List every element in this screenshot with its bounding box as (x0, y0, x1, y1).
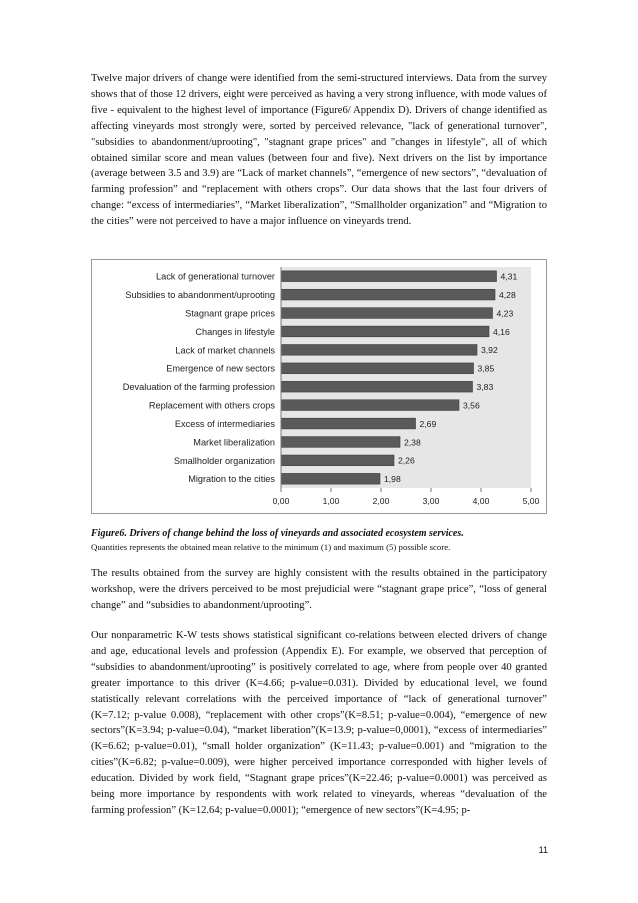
bar (281, 473, 380, 484)
data-label: 2,69 (419, 418, 437, 429)
page-number: 11 (538, 845, 548, 855)
bar (281, 289, 495, 300)
bar (281, 363, 474, 374)
category-label: Excess of intermediaries (174, 418, 275, 429)
category-label: Devaluation of the farming profession (122, 382, 275, 393)
bar (281, 345, 477, 356)
figure-caption (91, 527, 547, 554)
data-label: 2,38 (404, 437, 421, 448)
category-label: Changes in lifestyle (195, 326, 275, 337)
data-label: 3,92 (481, 345, 498, 356)
data-label: 4,31 (500, 271, 518, 282)
body-paragraph-1: Twelve major drivers of change were identified from the semi-structured interviews. Data from the survey shows that of those 12 drivers, eight were perceived as having a very strong influence, with mode values of five - equivalent to the highest level of importance (Figure6/ Appendix D). Drivers of change identified as affecting vineyards most strongly were, sorted by perceived relevance, "lack of generational turnover", "subsidies to abandonment/uprooting", "stagnant grape prices" and "changes in lifestyle", all of which obtained similar score and mean values (between four and five). Next drivers on the list by importance (average between 3.5 and 3.9) are “Lack of market channels”, “emergence of new sectors”, “devaluation of farming profession” and “replacement with others crops”. Our data shows that the last four drivers of change: “excess of intermediaries”, “Market liberalization”, “Smallholder organization” and “Migration to the cities” were not perceived to have a major influence on vineyards trend. (91, 73, 547, 228)
figure6-bar-chart (91, 259, 547, 514)
category-label: Stagnant grape prices (185, 308, 275, 319)
data-label: 1,98 (384, 474, 401, 485)
category-label: Emergence of new sectors (166, 363, 275, 374)
category-label: Smallholder organization (173, 455, 275, 466)
chart-canvas (92, 260, 546, 513)
x-tick-label: 3,00 (422, 496, 440, 506)
bar (281, 418, 416, 429)
bar (281, 400, 459, 411)
bar (281, 437, 400, 448)
x-tick-label: 5,00 (522, 496, 540, 506)
data-label: 4,28 (499, 289, 516, 300)
bar (281, 271, 497, 282)
category-label: Subsidies to abandonment/uprooting (125, 290, 275, 301)
data-label: 3,56 (463, 400, 480, 411)
bar (281, 326, 489, 337)
x-tick-label: 1,00 (322, 496, 340, 506)
category-label: Lack of market channels (175, 345, 275, 356)
data-label: 3,83 (476, 382, 494, 393)
bar (281, 308, 493, 319)
category-label: Migration to the cities (188, 474, 275, 485)
category-label: Replacement with others crops (148, 400, 275, 411)
data-label: 3,85 (477, 363, 495, 374)
body-paragraph-2: The results obtained from the survey are highly consistent with the results obtained in the participatory workshop, were the drivers perceived to be most prejudicial were “stagnant grape price”, “loss of general change” and “subsidies to abandonment/uprooting”. (91, 568, 547, 611)
figure-caption-title: Figure6. Drivers of change behind the loss of vineyards and associated ecosystem services. (91, 528, 464, 539)
bar (281, 381, 473, 392)
data-label: 4,23 (496, 308, 514, 319)
figure-caption-note: Quantities represents the obtained mean relative to the minimum (1) and maximum (5) possible score. (91, 542, 451, 552)
bar (281, 455, 394, 466)
data-label: 2,26 (398, 455, 415, 466)
x-tick-label: 0,00 (272, 496, 290, 506)
category-label: Lack of generational turnover (155, 271, 275, 282)
body-paragraph-3: Our nonparametric K-W tests shows statistical significant co-relations between elected drivers of change and age, educational levels and profession (Appendix E). For example, we observed that perception of “subsidies to abandonment/uprooting” is positively correlated to age, where from people over 40 granted greater importance to this driver (K=4.66; p-value=0.031). Divided by educational level, we found statistically relevant correlations with the perceived importance of “lack of generational turnover” (K=7.12; p-value 0.008), “replacement with other crops”(K=8.51; p-value=0.004), “emergence of new sectors”(K=3.94; p-value=0.04), “market liberation”(K=13.9; p-value=0,0001), “excess of intermediaries” (K=6.62; p-value=0.01), “small holder organization” (K=11.43; p-value=0.001) and “migration to the cities”(K=6.82; p-value=0.009), were higher perceived importance corresponded with higher levels of education. Divided by work field, “Stagnant grape prices”(K=22.46; p-value=0.0001) was perceived as being more importance by respondents with work related to vineyards, whereas “devaluation of the farming profession” (K=12.64; p-value=0.0001); “emergence of new sectors”(K=4.95; p- (91, 630, 547, 816)
x-tick-label: 4,00 (472, 496, 490, 506)
data-label: 4,16 (493, 326, 510, 337)
x-tick-label: 2,00 (372, 496, 390, 506)
category-label: Market liberalization (193, 437, 275, 448)
